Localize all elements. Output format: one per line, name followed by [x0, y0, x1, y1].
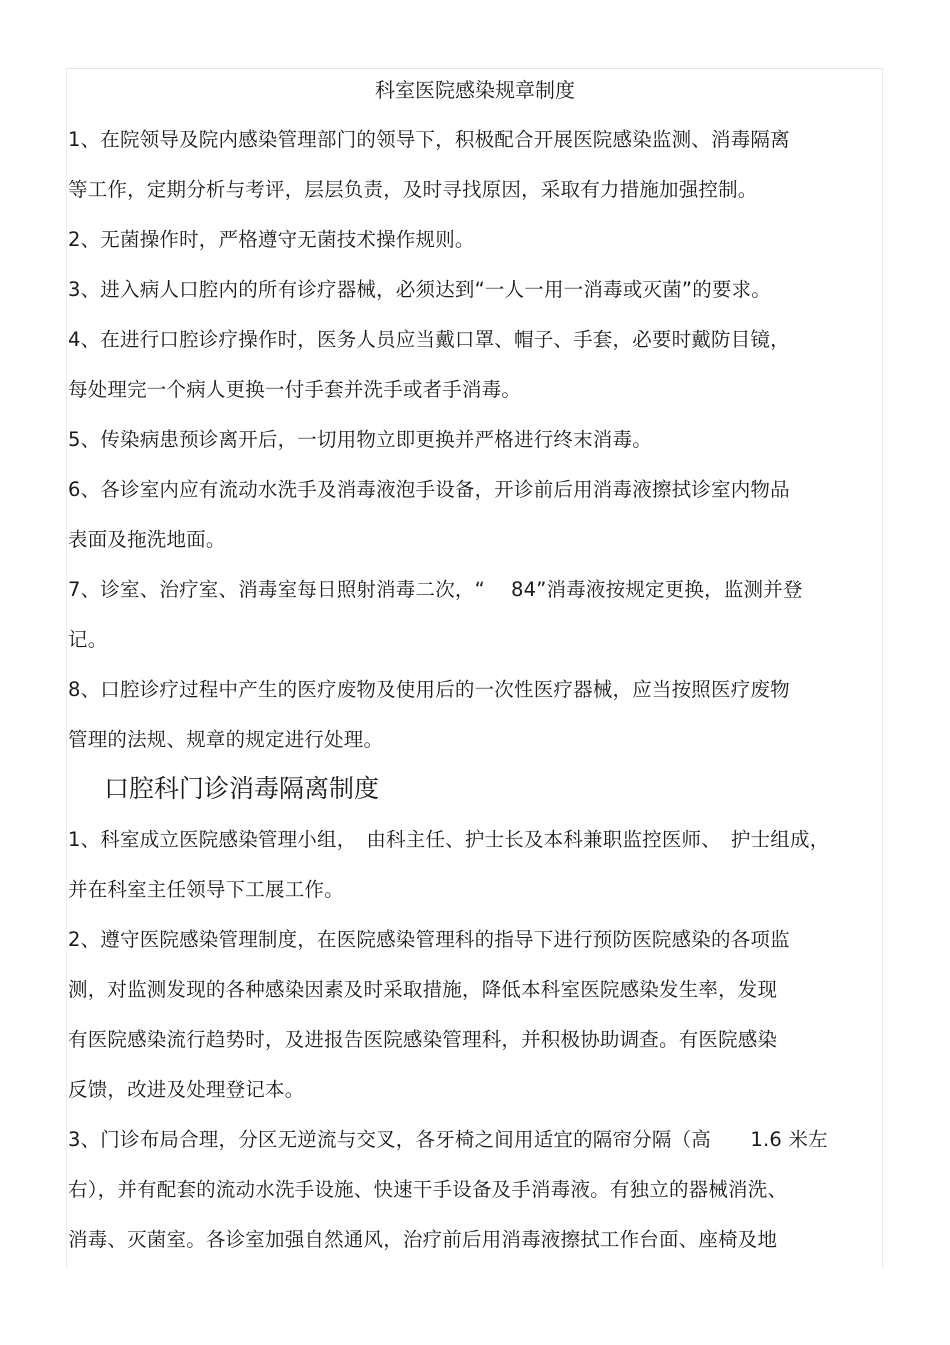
- section1-line: 表面及拖洗地面。: [68, 528, 226, 551]
- section2-line: 1、科室成立医院感染管理小组， 由科主任、护士长及本科兼职监控医师、 护士组成，: [68, 828, 830, 851]
- section1-line: 等工作，定期分析与考评，层层负责，及时寻找原因，采取有力措施加强控制。: [68, 178, 758, 201]
- section1-line: 1、在院领导及院内感染管理部门的领导下，积极配合开展医院感染监测、消毒隔离: [68, 128, 790, 151]
- section2-line: 并在科室主任领导下工展工作。: [68, 878, 344, 901]
- section1-line: 管理的法规、规章的规定进行处理。: [68, 728, 384, 751]
- section2-line: 3、门诊布局合理，分区无逆流与交叉，各牙椅之间用适宜的隔帘分隔（高 1.6 米左: [68, 1128, 828, 1151]
- section2-title: 口腔科门诊消毒隔离制度: [104, 774, 380, 803]
- section1-line: 4、在进行口腔诊疗操作时，医务人员应当戴口罩、帽子、手套，必要时戴防目镜，: [68, 328, 790, 351]
- section1-line: 5、传染病患预诊离开后，一切用物立即更换并严格进行终末消毒。: [68, 428, 652, 451]
- section1-line: 记。: [68, 628, 108, 651]
- section2-line: 2、遵守医院感染管理制度，在医院感染管理科的指导下进行预防医院感染的各项监: [68, 928, 790, 951]
- section2-line: 右），并有配套的流动水洗手设施、快速干手设备及手消毒液。有独立的器械消洗、: [68, 1178, 788, 1201]
- section2-line: 反馈，改进及处理登记本。: [68, 1078, 305, 1101]
- section1-title: 科室医院感染规章制度: [375, 78, 575, 102]
- section1-line: 3、进入病人口腔内的所有诊疗器械，必须达到“一人一用一消毒或灭菌”的要求。: [68, 278, 772, 301]
- section1-line: 每处理完一个病人更换一付手套并洗手或者手消毒。: [68, 378, 522, 401]
- section1-line: 7、诊室、治疗室、消毒室每日照射消毒二次，“ 84”消毒液按规定更换，监测并登: [68, 578, 803, 601]
- section1-line: 8、口腔诊疗过程中产生的医疗废物及使用后的一次性医疗器械，应当按照医疗废物: [68, 678, 790, 701]
- section2-line: 消毒、灭菌室。各诊室加强自然通风，治疗前后用消毒液擦拭工作台面、座椅及地: [68, 1228, 778, 1251]
- section2-line: 有医院感染流行趋势时，及进报告医院感染管理科，并积极协助调查。有医院感染: [68, 1028, 778, 1051]
- section1-line: 6、各诊室内应有流动水洗手及消毒液泡手设备，开诊前后用消毒液擦拭诊室内物品: [68, 478, 790, 501]
- section1-line: 2、无菌操作时，严格遵守无菌技术操作规则。: [68, 228, 475, 251]
- section2-line: 测，对监测发现的各种感染因素及时采取措施，降低本科室医院感染发生率，发现: [68, 978, 778, 1001]
